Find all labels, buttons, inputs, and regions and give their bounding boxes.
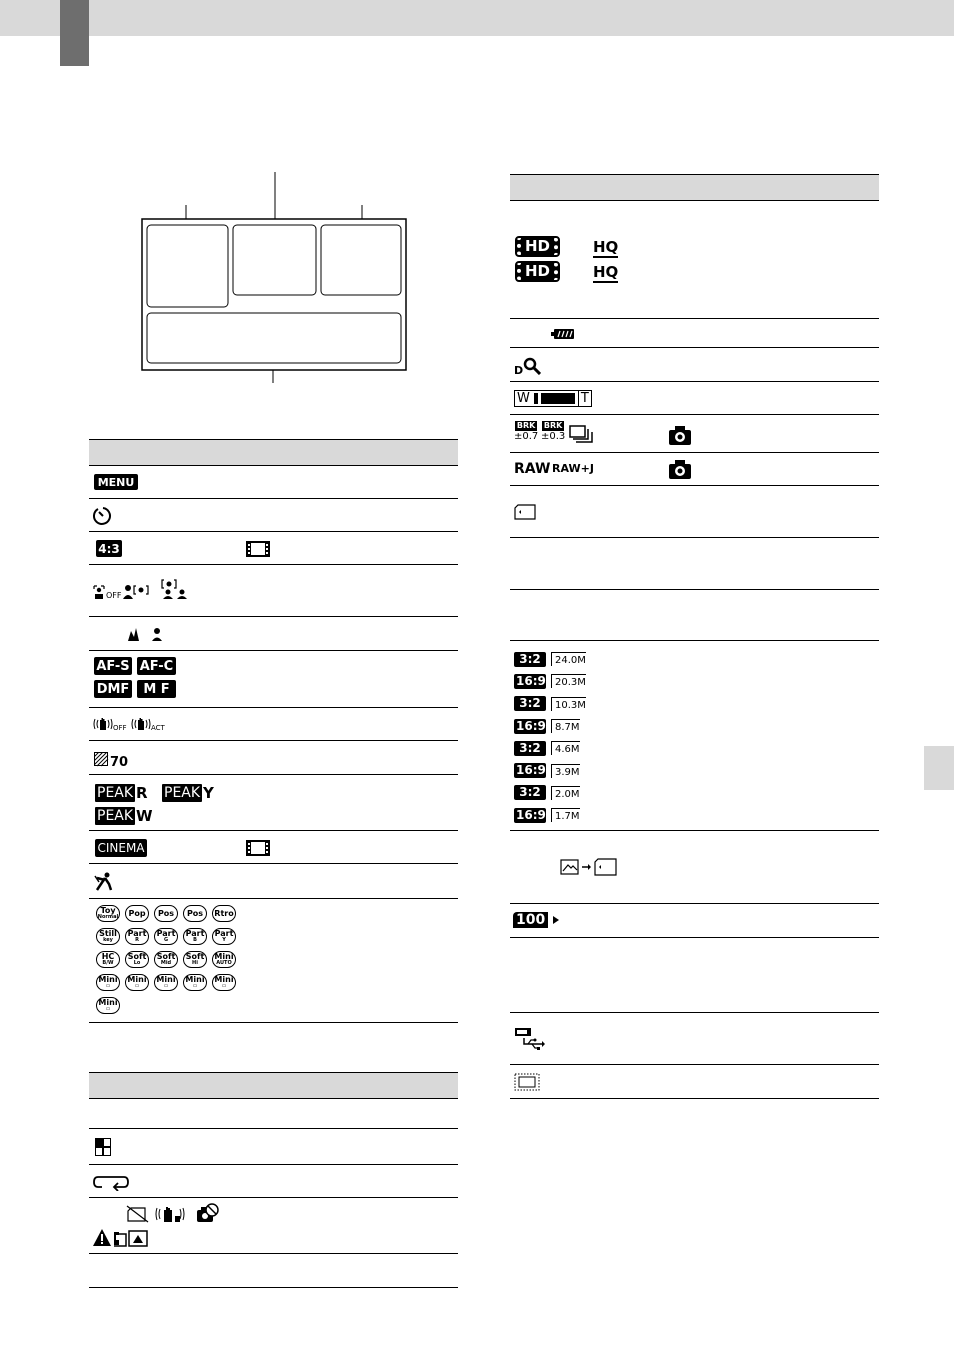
picture-effect-icon xyxy=(96,974,120,991)
movie-icon xyxy=(246,840,270,856)
brk-value: ±0.3 xyxy=(541,431,566,442)
table-row xyxy=(89,775,458,831)
menu-icon: MENU xyxy=(94,474,138,490)
effect-label: Part xyxy=(185,929,205,938)
table-row xyxy=(510,319,879,348)
effect-label: Soft xyxy=(185,952,205,961)
picture-effect-icon xyxy=(96,951,120,968)
hd-movie-icon xyxy=(517,238,558,255)
image-size-value: 2.0M xyxy=(551,786,580,800)
effect-label: Mini xyxy=(98,998,118,1007)
effect-sublabel: Lo xyxy=(133,960,141,966)
image-size-item xyxy=(514,715,586,737)
effect-label: Mini xyxy=(156,975,176,984)
folder-number-icon xyxy=(513,912,561,928)
side-index-tab xyxy=(924,746,954,790)
table-row xyxy=(510,1013,879,1065)
effect-sublabel: ▭ xyxy=(134,983,140,989)
image-size-value: 24.0M xyxy=(551,652,586,666)
peak-box: PEAK xyxy=(164,785,201,801)
effect-label: Mini xyxy=(214,975,234,984)
table-row xyxy=(89,617,458,651)
peak-letter: Y xyxy=(203,784,214,802)
still-camera-icon xyxy=(668,459,692,479)
picture-effect-icon xyxy=(96,997,120,1014)
image-size-item xyxy=(514,804,586,826)
right-table xyxy=(510,174,879,1099)
folder-number: 100 xyxy=(513,912,548,928)
effect-sublabel: Mid xyxy=(160,960,172,966)
picture-effect-icon xyxy=(96,905,120,922)
image-size-item xyxy=(514,759,586,781)
effect-label: Part xyxy=(127,929,147,938)
picture-effect-icon xyxy=(125,951,149,968)
table-row xyxy=(510,831,879,904)
image-size-value: 20.3M xyxy=(551,674,586,688)
bracket-07-icon xyxy=(514,421,538,442)
effect-label: Pop xyxy=(128,908,146,918)
table-row xyxy=(510,538,879,590)
aspect-ratio-badge: 3:2 xyxy=(514,785,546,800)
effect-label: Mini xyxy=(214,952,234,961)
aspect-43-icon: 4:3 xyxy=(96,540,122,557)
picture-effect-icon xyxy=(125,905,149,922)
table-row xyxy=(510,641,879,831)
picture-effect-icon xyxy=(154,905,178,922)
face-detection-off-icon xyxy=(93,583,122,600)
picture-effect-icon xyxy=(212,905,236,922)
usb-connection-icon xyxy=(514,1027,546,1051)
no-card-icon xyxy=(126,1205,150,1223)
table-row xyxy=(89,1198,458,1254)
effect-label: Mini xyxy=(127,975,147,984)
table-row xyxy=(510,1065,879,1099)
database-warning-icon xyxy=(92,1228,150,1248)
effect-label: Still xyxy=(99,929,117,938)
index-view-icon xyxy=(95,1138,111,1156)
effect-label: Soft xyxy=(156,952,176,961)
table-row xyxy=(510,382,879,415)
picture-effect-icons xyxy=(96,905,246,1014)
table-row xyxy=(510,486,879,538)
table-row xyxy=(89,741,458,775)
effect-label: Soft xyxy=(127,952,147,961)
self-timer-icon xyxy=(92,505,114,527)
table-header xyxy=(89,439,458,466)
aspect-ratio-badge: 3:2 xyxy=(514,741,546,756)
cinematone-icon: CINEMA xyxy=(95,839,147,857)
face-registered-icon xyxy=(161,579,191,599)
table-row xyxy=(89,1129,458,1165)
effect-sublabel: ▭ xyxy=(221,983,227,989)
picture-effect-icon xyxy=(154,928,178,945)
effect-label: Part xyxy=(214,929,234,938)
picture-effect-icon xyxy=(212,974,236,991)
aspect-ratio-badge: 16:9 xyxy=(516,763,546,778)
aspect-ratio-badge: 16:9 xyxy=(516,673,546,688)
picture-effect-icon xyxy=(212,951,236,968)
picture-effect-icon xyxy=(154,951,178,968)
af-c-icon: AF-C xyxy=(137,657,176,675)
digital-zoom-icon xyxy=(514,354,541,377)
image-size-item xyxy=(514,648,586,670)
table-row xyxy=(89,708,458,741)
image-size-value: 8.7M xyxy=(551,719,580,733)
table-header xyxy=(510,174,879,201)
effect-sublabel: ▭ xyxy=(192,983,198,989)
effect-label: HC xyxy=(101,952,115,961)
dmf-icon: DMF xyxy=(94,680,132,698)
picture-effect-icon xyxy=(183,928,207,945)
memory-card-icon xyxy=(514,504,536,520)
af-s-icon: AF-S xyxy=(94,657,132,675)
image-size-value: 10.3M xyxy=(551,697,586,711)
brk-label: BRK xyxy=(516,421,536,430)
hd-movie-icon xyxy=(517,263,558,280)
chapter-tab xyxy=(60,0,89,66)
lcd-screen-diagram xyxy=(130,170,420,385)
effect-label: Toy xyxy=(100,906,116,915)
table-row xyxy=(510,201,879,319)
aspect-ratio-badge: 3:2 xyxy=(514,696,546,711)
table-row xyxy=(510,348,879,382)
repeat-icon xyxy=(92,1173,130,1191)
table-row xyxy=(89,532,458,565)
zoom-w: W xyxy=(517,391,530,406)
effect-sublabel: R xyxy=(135,937,139,943)
picture-effect-icon xyxy=(125,974,149,991)
table-row xyxy=(89,899,458,1023)
raw-icon: RAW xyxy=(514,461,551,477)
picture-effect-icon xyxy=(154,974,178,991)
image-size-value: 3.9M xyxy=(551,764,580,778)
effect-sublabel: key xyxy=(103,937,113,943)
steadyshot-active-icon xyxy=(131,716,165,732)
peaking-yellow-icon xyxy=(162,784,214,802)
table-row xyxy=(510,590,879,641)
effect-label: Mini xyxy=(98,975,118,984)
table-row xyxy=(89,565,458,617)
table-row xyxy=(89,831,458,864)
picture-effect-icon xyxy=(212,928,236,945)
brk-label: BRK xyxy=(543,421,563,430)
left-table-top xyxy=(89,439,458,1023)
hd-label: HD xyxy=(517,263,558,280)
table-header xyxy=(89,1072,458,1099)
face-detection-on-icon xyxy=(123,583,149,599)
image-size-item xyxy=(514,693,586,715)
upload-copy-icon xyxy=(560,857,620,877)
table-row xyxy=(89,466,458,499)
hd-label: HD xyxy=(517,238,558,255)
image-size-item xyxy=(514,782,586,804)
peak-box: PEAK xyxy=(97,808,134,824)
effect-label: Pos xyxy=(186,908,204,918)
image-size-item xyxy=(514,737,586,759)
table-row xyxy=(89,1165,458,1198)
still-camera-icon xyxy=(668,425,692,445)
effect-sublabel: ▭ xyxy=(105,1006,111,1012)
effect-sublabel: B/W xyxy=(102,960,114,966)
brk-value: ±0.7 xyxy=(514,431,539,442)
steady-act-label: ACT xyxy=(151,724,165,732)
digital-zoom-d: D xyxy=(514,364,524,377)
hq-quality-icon: HQ xyxy=(593,263,619,281)
peaking-white-icon xyxy=(95,807,153,825)
effect-sublabel: B xyxy=(193,937,197,943)
effect-sublabel: AUTO xyxy=(216,960,232,966)
table-row xyxy=(510,904,879,938)
effect-sublabel: Normal xyxy=(97,914,119,920)
aspect-ratio-badge: 16:9 xyxy=(516,718,546,733)
peaking-red-icon xyxy=(95,784,148,802)
peak-letter: R xyxy=(136,784,148,802)
table-row xyxy=(89,1254,458,1288)
picture-effect-icon xyxy=(96,928,120,945)
zoom-bar-icon xyxy=(514,390,592,407)
zebra-icon xyxy=(94,749,128,770)
bracket-03-icon xyxy=(541,421,565,442)
table-row xyxy=(89,499,458,532)
top-header-bar xyxy=(0,0,954,36)
table-row xyxy=(89,1099,458,1129)
zebra-value: 70 xyxy=(110,755,129,770)
image-size-list xyxy=(514,648,586,826)
camera-shake-warning-icon xyxy=(155,1205,185,1223)
picture-effect-icon xyxy=(125,928,149,945)
table-row xyxy=(89,864,458,899)
aspect-ratio-badge: 3:2 xyxy=(514,652,546,667)
picture-effect-icon xyxy=(183,905,207,922)
hdmi-output-icon xyxy=(514,1073,540,1091)
steadyshot-off-icon xyxy=(93,716,127,732)
effect-sublabel: G xyxy=(163,937,169,943)
image-size-value: 1.7M xyxy=(551,808,580,822)
smooth-skin-icon xyxy=(126,626,164,642)
movie-icon xyxy=(246,541,270,557)
continuous-shooting-icon xyxy=(569,425,593,443)
face-off-label: OFF xyxy=(106,591,122,600)
table-row xyxy=(510,415,879,453)
steady-off-label: OFF xyxy=(113,724,127,732)
hq-quality-icon: HQ xyxy=(593,238,619,256)
golf-shot-icon xyxy=(93,872,115,892)
picture-effect-icon xyxy=(183,974,207,991)
peak-letter: W xyxy=(136,807,153,825)
zoom-t: T xyxy=(580,391,589,406)
table-row xyxy=(89,651,458,708)
aspect-ratio-badge: 16:9 xyxy=(516,807,546,822)
table-row xyxy=(510,938,879,1013)
effect-sublabel: Y xyxy=(222,937,226,943)
effect-label: Rtro xyxy=(214,908,234,918)
peak-box: PEAK xyxy=(97,785,134,801)
image-size-value: 4.6M xyxy=(551,741,580,755)
left-table-bottom xyxy=(89,1072,458,1288)
overheat-warning-icon xyxy=(196,1203,220,1223)
battery-icon xyxy=(551,328,575,340)
effect-sublabel: Hi xyxy=(192,960,198,966)
effect-sublabel: ▭ xyxy=(105,983,111,989)
effect-label: Pos xyxy=(157,908,175,918)
effect-label: Part xyxy=(156,929,176,938)
mf-icon: M F xyxy=(137,680,176,698)
raw-jpeg-icon: RAW+J xyxy=(552,462,594,475)
effect-sublabel: ▭ xyxy=(163,983,169,989)
picture-effect-icon xyxy=(183,951,207,968)
image-size-item xyxy=(514,670,586,692)
table-row xyxy=(510,453,879,486)
effect-label: Mini xyxy=(185,975,205,984)
